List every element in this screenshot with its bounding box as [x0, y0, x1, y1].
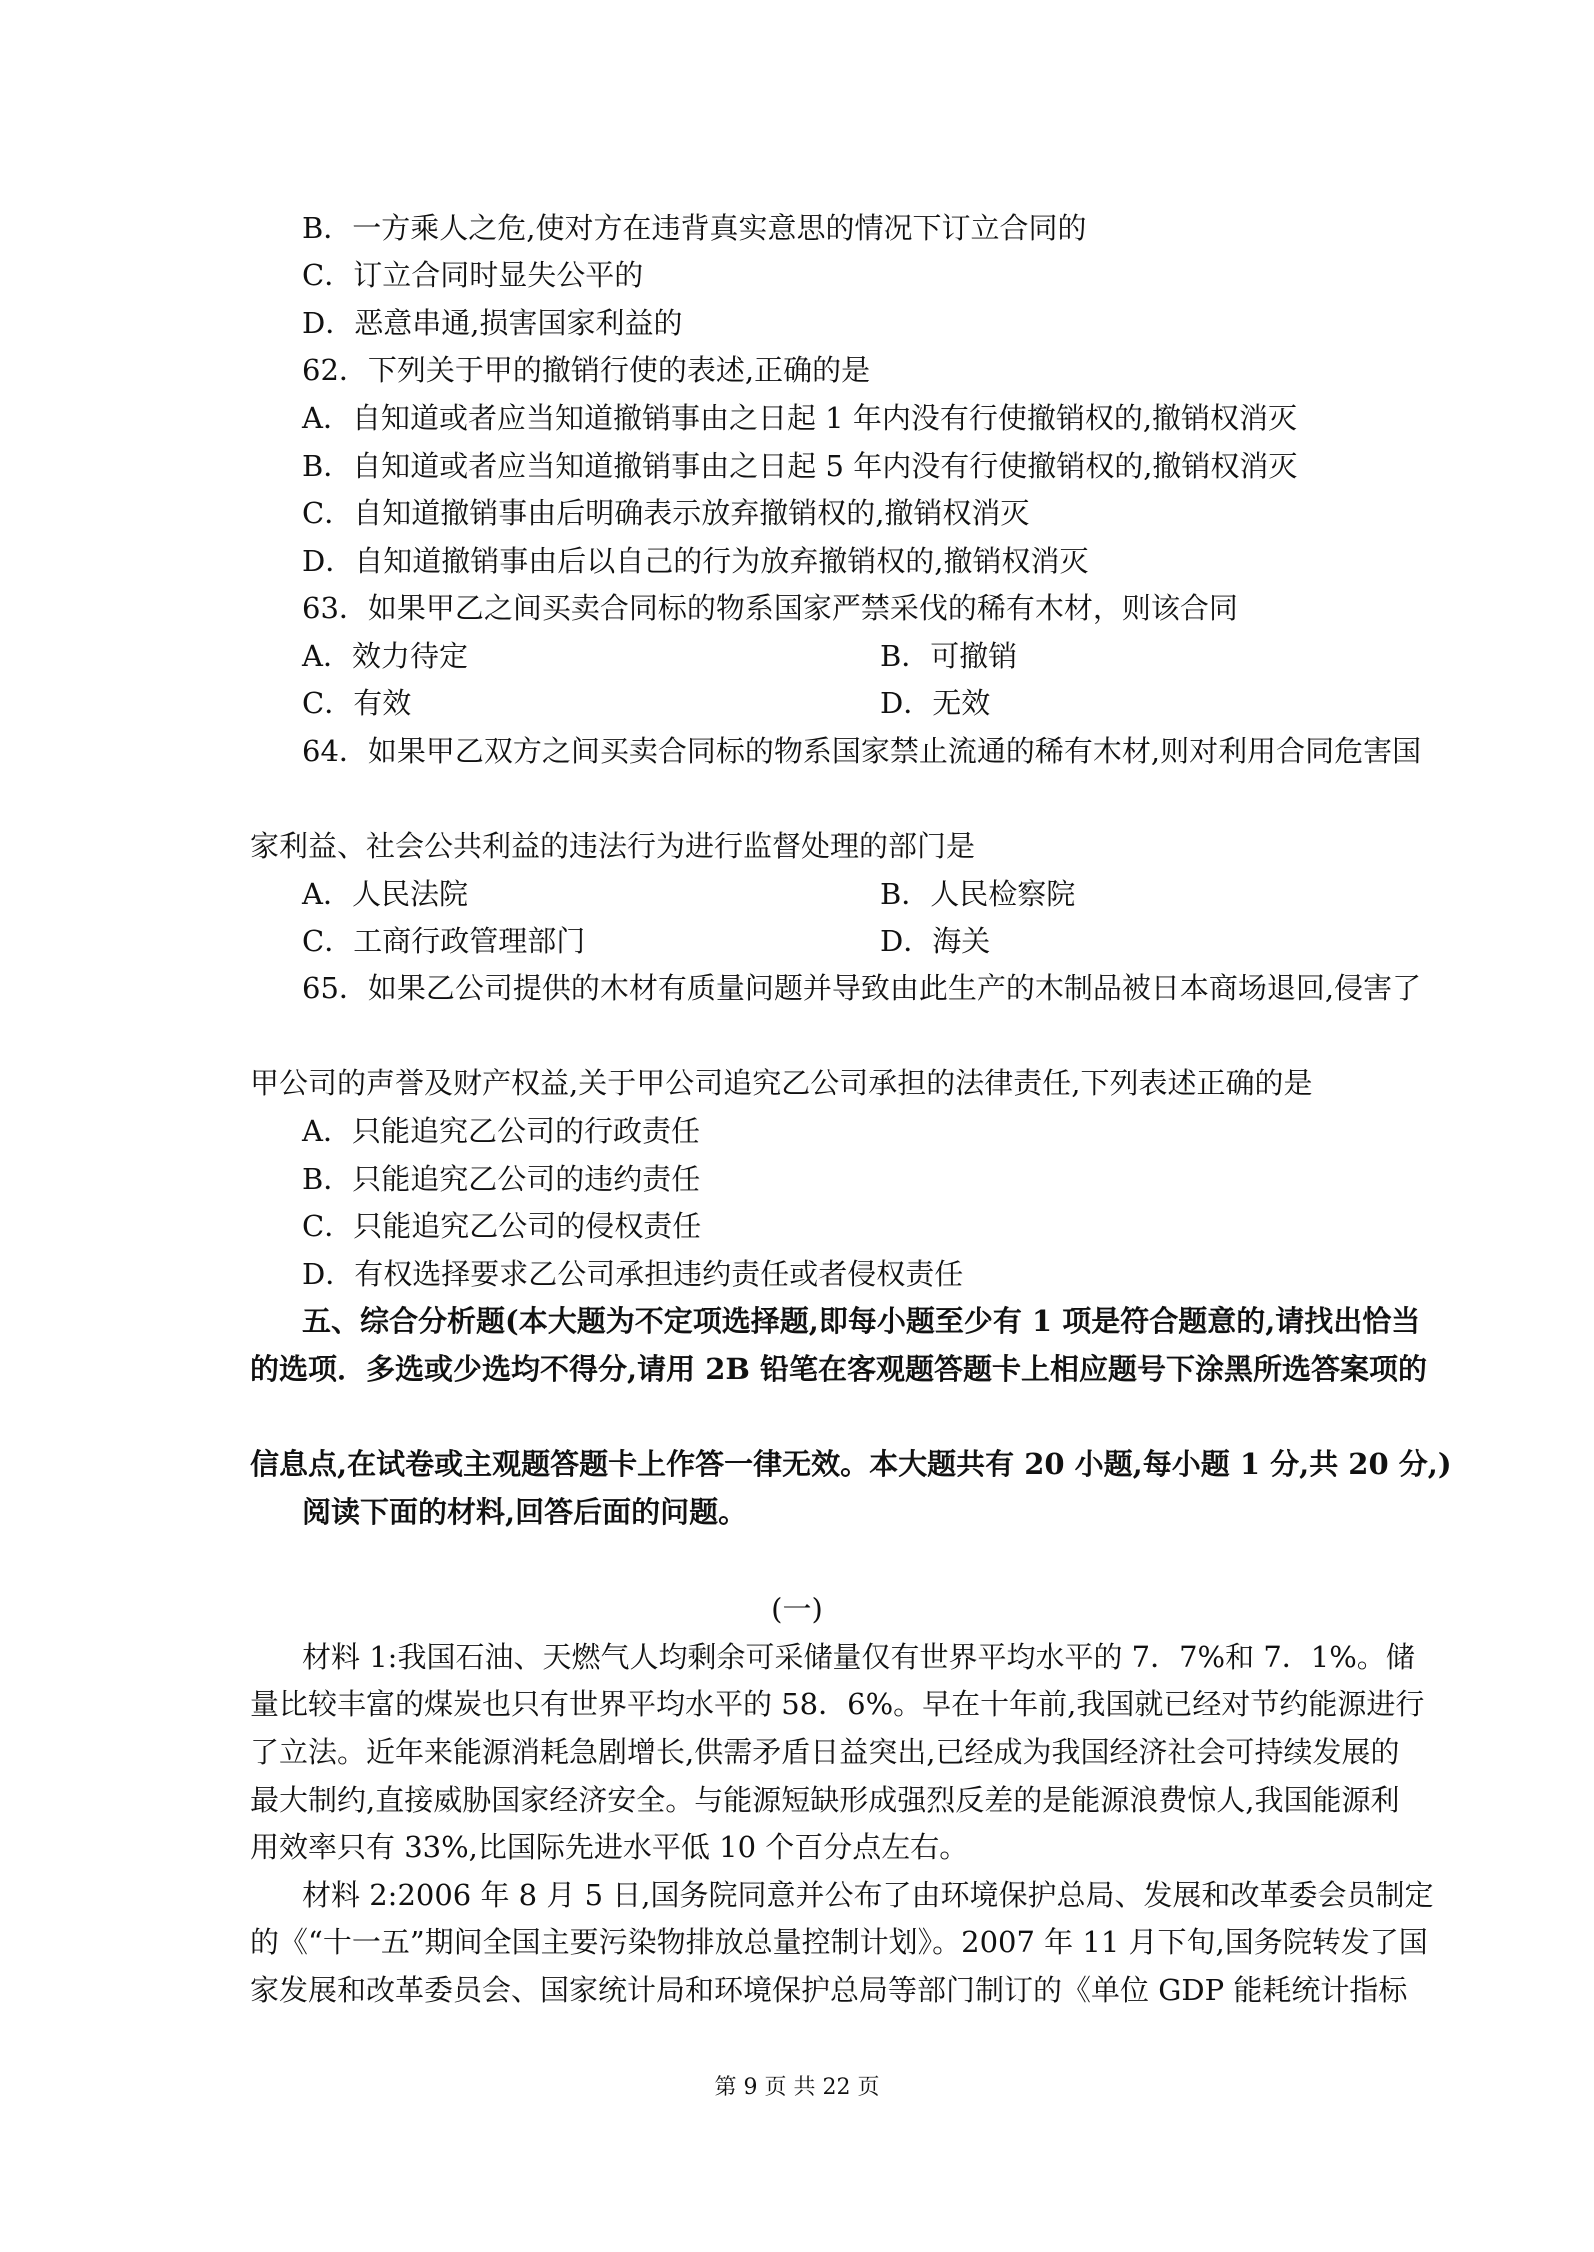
q65-stem-line-2: 甲公司的声誉及财产权益,关于甲公司追究乙公司承担的法律责任,下列表述正确的是: [250, 1066, 1313, 1100]
q64-options-row-2: [302, 921, 1344, 961]
q64-stem-line-1: 64．如果甲乙双方之间买卖合同标的物系国家禁止流通的稀有木材,则对利用合同危害国: [302, 734, 1422, 768]
q61-option-b: B．一方乘人之危,使对方在违背真实意思的情况下订立合同的: [302, 211, 1087, 245]
part-one-heading: (一): [771, 1592, 823, 1626]
q63-option-d: D．无效: [880, 686, 991, 720]
q61-option-d: D．恶意串通,损害国家利益的: [302, 306, 683, 340]
page-footer: 第 9 页 共 22 页: [714, 2075, 880, 2100]
q61-option-c: C．订立合同时显失公平的: [302, 258, 644, 292]
q63-stem: 63．如果甲乙之间买卖合同标的物系国家严禁采伐的稀有木材，则该合同: [302, 591, 1238, 625]
material-1-line-5: 用效率只有 33%,比国际先进水平低 10 个百分点左右。: [250, 1830, 969, 1864]
q64-option-b: B．人民检察院: [880, 877, 1076, 911]
q64-option-d: D．海关: [880, 924, 991, 958]
section-5-instruction: 阅读下面的材料,回答后面的问题。: [302, 1495, 748, 1529]
material-1-line-4: 最大制约,直接威胁国家经济安全。与能源短缺形成强烈反差的是能源浪费惊人,我国能源利: [250, 1783, 1400, 1817]
material-2-line-1: 材料 2:2006 年 8 月 5 日,国务院同意并公布了由环境保护总局、发展和改革委会员制定: [302, 1878, 1434, 1912]
material-1-line-2: 量比较丰富的煤炭也只有世界平均水平的 58．6%。早在十年前,我国就已经对节约能源进行: [250, 1687, 1425, 1721]
q62-option-d: D．自知道撤销事由后以自己的行为放弃撤销权的,撤销权消灭: [302, 544, 1089, 578]
q65-option-a: A．只能追究乙公司的行政责任: [302, 1114, 700, 1148]
q64-stem-line-2: 家利益、社会公共利益的违法行为进行监督处理的部门是: [250, 829, 976, 863]
q64-options-row-1: [302, 874, 1344, 914]
material-1-line-3: 了立法。近年来能源消耗急剧增长,供需矛盾日益突出,已经成为我国经济社会可持续发展的: [250, 1735, 1400, 1769]
q65-option-b: B．只能追究乙公司的违约责任: [302, 1162, 701, 1196]
section-5-heading-line-3: 信息点,在试卷或主观题答题卡上作答一律无效。本大题共有 20 小题,每小题 1 分,共 20 分,): [250, 1447, 1452, 1481]
q63-options-row-1: [302, 636, 1344, 676]
q63-option-a: A．效力待定: [302, 639, 468, 673]
material-2-line-2: 的《“十一五”期间全国主要污染物排放总量控制计划》。2007 年 11 月下旬,国务院转发了国: [250, 1925, 1428, 1959]
q63-options-row-2: [302, 683, 1344, 723]
material-1-line-1: 材料 1:我国石油、天燃气人均剩余可采储量仅有世界平均水平的 7．7%和 7．1%。储: [302, 1640, 1415, 1674]
section-5-heading-line-1: 五、综合分析题(本大题为不定项选择题,即每小题至少有 1 项是符合题意的,请找出恰当: [302, 1304, 1421, 1338]
q62-option-a: A．自知道或者应当知道撤销事由之日起 1 年内没有行使撤销权的,撤销权消灭: [302, 401, 1298, 435]
q64-option-a: A．人民法院: [302, 877, 468, 911]
q62-option-c: C．自知道撤销事由后明确表示放弃撤销权的,撤销权消灭: [302, 496, 1030, 530]
q63-option-b: B．可撤销: [880, 639, 1018, 673]
section-5-heading-line-2: 的选项．多选或少选均不得分,请用 2B 铅笔在客观题答题卡上相应题号下涂黑所选答案项的: [250, 1352, 1427, 1386]
q65-option-d: D．有权选择要求乙公司承担违约责任或者侵权责任: [302, 1257, 964, 1291]
q65-stem-line-1: 65．如果乙公司提供的木材有质量问题并导致由此生产的木制品被日本商场退回,侵害了: [302, 971, 1422, 1005]
q62-stem: 62．下列关于甲的撤销行使的表述,正确的是: [302, 353, 871, 387]
q64-option-c: C．工商行政管理部门: [302, 924, 586, 958]
q62-option-b: B．自知道或者应当知道撤销事由之日起 5 年内没有行使撤销权的,撤销权消灭: [302, 449, 1298, 483]
material-2-line-3: 家发展和改革委员会、国家统计局和环境保护总局等部门制订的《单位 GDP 能耗统计指标: [250, 1973, 1408, 2007]
q63-option-c: C．有效: [302, 686, 412, 720]
q65-option-c: C．只能追究乙公司的侵权责任: [302, 1209, 702, 1243]
